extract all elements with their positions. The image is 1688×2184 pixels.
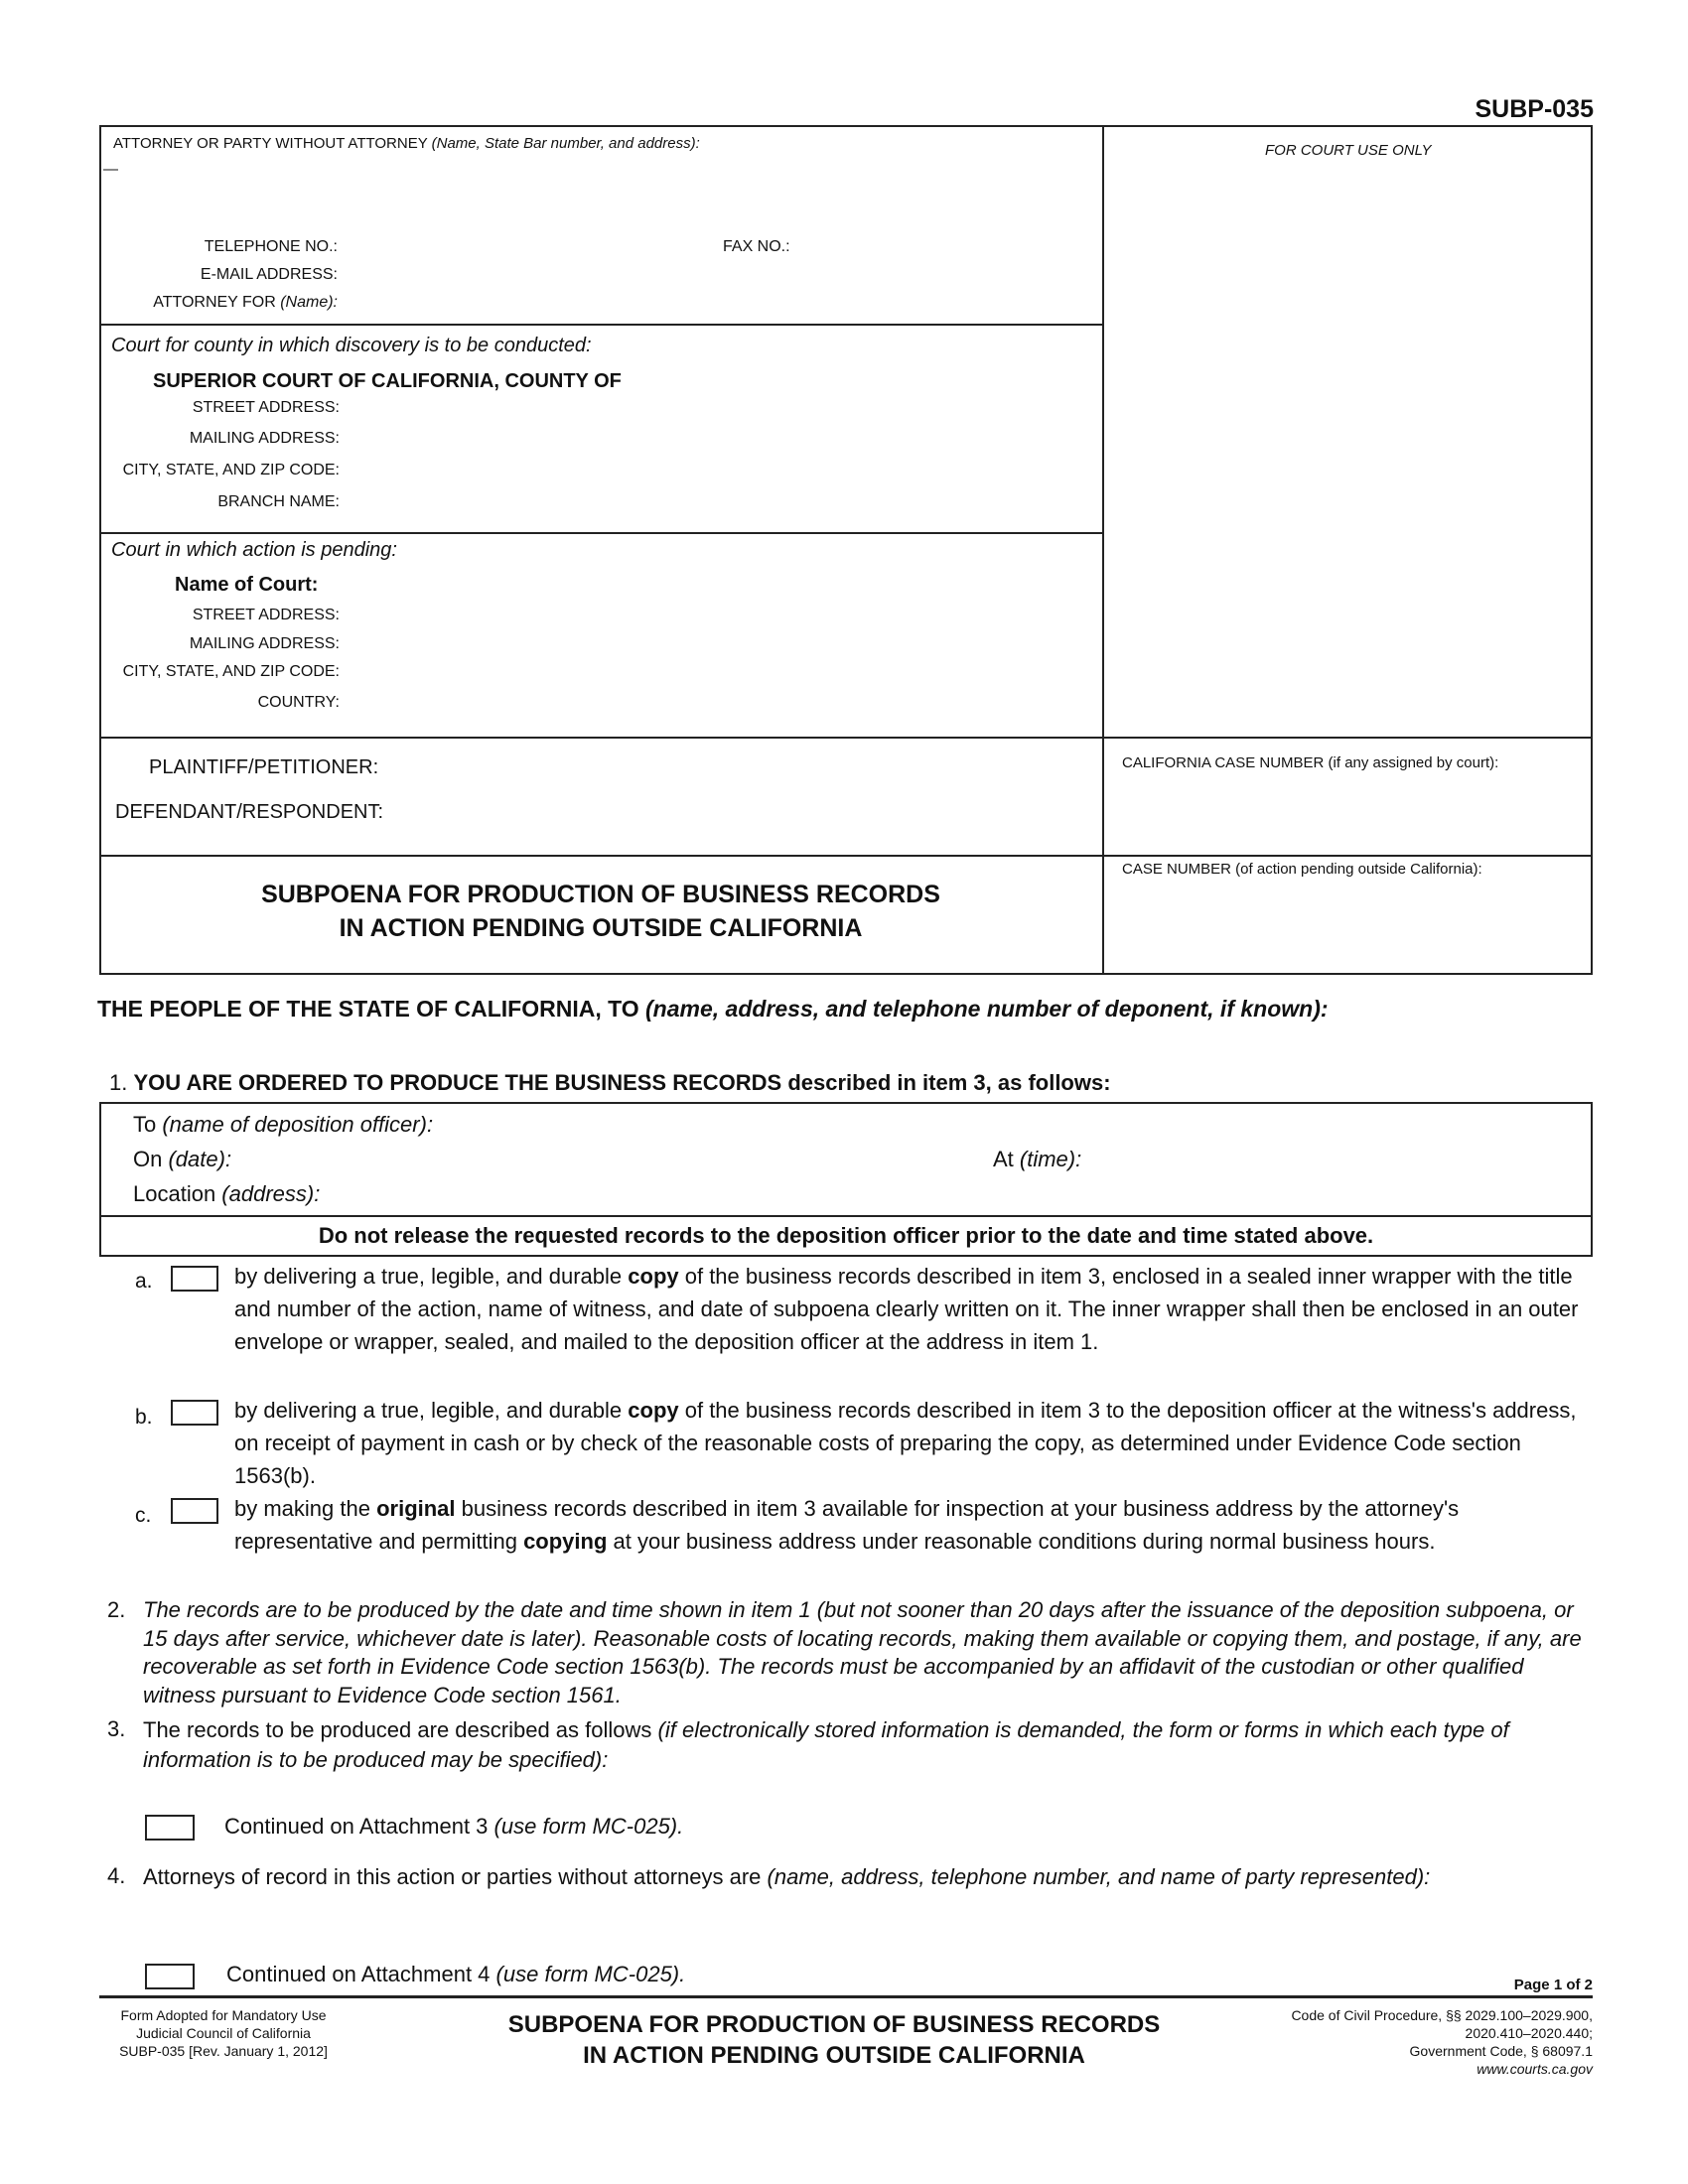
footer-title-line1: SUBPOENA FOR PRODUCTION OF BUSINESS RECORDS <box>507 2011 1161 2038</box>
caption-divider <box>1102 125 1104 975</box>
attorney-for-label: ATTORNEY FOR (Name): <box>153 294 338 311</box>
divider-2 <box>99 532 1104 534</box>
option-a-letter: a. <box>135 1270 153 1293</box>
footer-code-line3: Government Code, § 68097.1 <box>1409 2043 1593 2059</box>
option-c-checkbox[interactable] <box>171 1498 218 1524</box>
footer-adopted-line2: Judicial Council of California <box>136 2025 311 2041</box>
defendant-label: DEFENDANT/RESPONDENT: <box>115 801 384 823</box>
location-field[interactable]: Location (address): <box>133 1181 321 1206</box>
people-heading: THE PEOPLE OF THE STATE OF CALIFORNIA, TO (name, address, and telephone number of deponent, if known): <box>97 996 1329 1022</box>
item1-heading: 1. YOU ARE ORDERED TO PRODUCE THE BUSINESS RECORDS described in item 3, as follows: <box>109 1070 1111 1095</box>
footer-title-line2: IN ACTION PENDING OUTSIDE CALIFORNIA <box>583 2042 1085 2069</box>
court-use-only: FOR COURT USE ONLY <box>1265 142 1432 159</box>
option-c-text: by making the original business records described in item 3 available for inspection at your business address by the attorney's representative and permitting copying at your business address under reasonable conditions during normal business hours. <box>234 1496 1460 1554</box>
item4-num: 4. <box>107 1863 126 1888</box>
footer-website-link[interactable]: www.courts.ca.gov <box>1477 2061 1593 2077</box>
attachment4-label: Continued on Attachment 4 (use form MC-025). <box>226 1962 686 1986</box>
divider-1 <box>99 324 1104 326</box>
email-label: E-MAIL ADDRESS: <box>200 266 338 283</box>
discovery-city-label: CITY, STATE, AND ZIP CODE: <box>122 462 340 478</box>
discovery-branch-label: BRANCH NAME: <box>217 493 340 510</box>
form-title-line2: IN ACTION PENDING OUTSIDE CALIFORNIA <box>339 914 863 942</box>
attachment3-label: Continued on Attachment 3 (use form MC-025). <box>224 1814 684 1839</box>
attachment4-checkbox[interactable] <box>145 1964 195 1989</box>
date-field[interactable]: On (date): <box>133 1147 232 1171</box>
footer-adoption <box>89 2006 357 2060</box>
pending-street-label: STREET ADDRESS: <box>192 607 340 623</box>
plaintiff-label: PLAINTIFF/PETITIONER: <box>149 756 379 778</box>
option-b-checkbox[interactable] <box>171 1400 218 1426</box>
telephone-label: TELEPHONE NO.: <box>204 238 338 255</box>
item1-divider <box>99 1215 1593 1217</box>
item2-text: The records are to be produced by the date and time shown in item 1 (but not sooner than 20 days after the issuance of the deposition subpoena, or 15 days after service, whichever date is later). Reasonable costs of locating records, making them available or copying them, and postage, if any, are recoverable as set forth in Evidence Code section 1563(b). The records must be accompanied by an affidavit of the custodian or other qualified witness pursuant to Evidence Code section 1561. <box>143 1597 1582 1707</box>
discovery-court-heading: Court for county in which discovery is to be conducted: <box>111 335 592 356</box>
pending-city-label: CITY, STATE, AND ZIP CODE: <box>122 663 340 680</box>
form-title-line1: SUBPOENA FOR PRODUCTION OF BUSINESS RECORDS <box>261 881 940 908</box>
discovery-court-name: SUPERIOR COURT OF CALIFORNIA, COUNTY OF <box>153 370 622 392</box>
pending-court-name: Name of Court: <box>175 574 319 596</box>
pending-country-label: COUNTRY: <box>257 694 340 711</box>
footer-adopted-line3: SUBP-035 [Rev. January 1, 2012] <box>119 2043 328 2059</box>
item4-text: Attorneys of record in this action or parties without attorneys are (name, address, telephone number, and name of party represented): <box>143 1864 1431 1889</box>
item2-num: 2. <box>107 1597 126 1622</box>
pending-mailing-label: MAILING ADDRESS: <box>189 635 340 652</box>
option-c-letter: c. <box>135 1504 152 1527</box>
page-number: Page 1 of 2 <box>1513 1977 1593 1993</box>
divider-4 <box>99 855 1593 857</box>
footer-citations <box>1291 2006 1593 2078</box>
dash-mark: — <box>103 161 118 178</box>
discovery-mailing-label: MAILING ADDRESS: <box>189 430 340 447</box>
item3-text: The records to be produced are described as follows (if electronically stored information is demanded, the form or forms in which each type of information is to be produced may be specified): <box>143 1717 1509 1772</box>
footer-title <box>407 2009 1261 2071</box>
divider-3 <box>99 737 1593 739</box>
ca-case-number-label: CALIFORNIA CASE NUMBER (if any assigned by court): <box>1122 754 1499 771</box>
deposition-officer-field[interactable]: To (name of deposition officer): <box>133 1112 434 1137</box>
form-id: SUBP-035 <box>1475 95 1594 123</box>
footer-rule <box>99 1995 1593 1998</box>
time-field[interactable]: At (time): <box>993 1147 1082 1171</box>
footer-code-line2: 2020.410–2020.440; <box>1465 2025 1593 2041</box>
attorney-label: ATTORNEY OR PARTY WITHOUT ATTORNEY (Name, State Bar number, and address): <box>113 135 700 152</box>
option-b-letter: b. <box>135 1406 153 1429</box>
footer-code-line1: Code of Civil Procedure, §§ 2029.100–2029.900, <box>1291 2007 1593 2023</box>
fax-label: FAX NO.: <box>723 238 790 255</box>
item3-num: 3. <box>107 1716 126 1741</box>
option-a-checkbox[interactable] <box>171 1266 218 1292</box>
release-warning: Do not release the requested records to the deposition officer prior to the date and time stated above. <box>318 1223 1374 1248</box>
footer-adopted-line1: Form Adopted for Mandatory Use <box>120 2007 327 2023</box>
discovery-street-label: STREET ADDRESS: <box>192 399 340 416</box>
option-b-text: by delivering a true, legible, and durable copy of the business records described in item 3 to the deposition officer at the witness's address, on receipt of payment in cash or by check of the reasonable costs of preparing the copy, as determined under Evidence Code section 1563(b). <box>234 1398 1577 1488</box>
pending-court-heading: Court in which action is pending: <box>111 539 397 561</box>
case-number-label: CASE NUMBER (of action pending outside California): <box>1122 861 1482 878</box>
option-a-text: by delivering a true, legible, and durable copy of the business records described in item 3, enclosed in a sealed inner wrapper with the title and number of the action, name of witness, and date of subpoena clearly written on it. The inner wrapper shall then be enclosed in an outer envelope or wrapper, sealed, and mailed to the deposition officer at the address in item 1. <box>234 1264 1579 1354</box>
form-title <box>99 878 1102 945</box>
attachment3-checkbox[interactable] <box>145 1815 195 1841</box>
